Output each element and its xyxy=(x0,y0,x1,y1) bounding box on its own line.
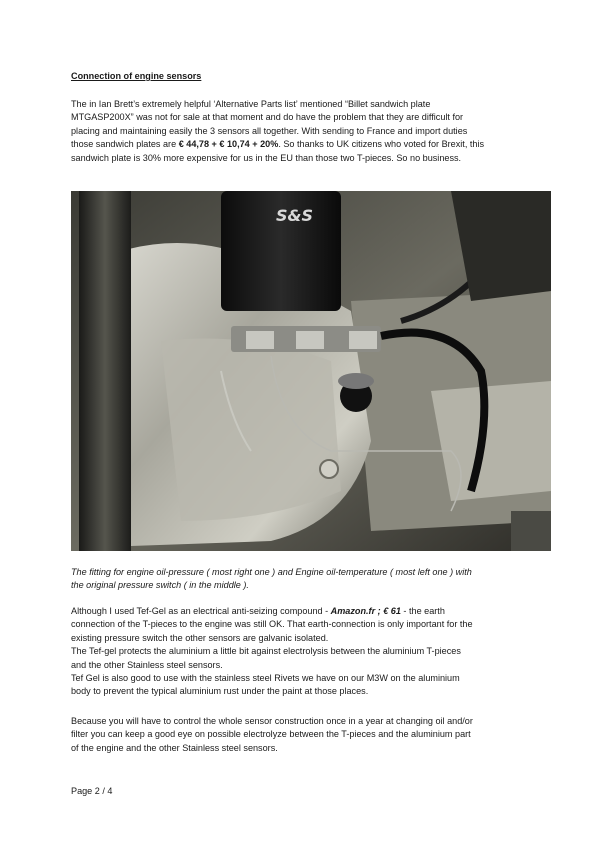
maintenance-paragraph xyxy=(71,715,531,755)
paragraph-line: existing pressure switch the other sensors are galvanic isolated. xyxy=(71,632,329,643)
paragraph-line: Tef Gel is also good to use with the stainless steel Rivets we have on our M3W on the aluminium xyxy=(71,673,460,684)
price-text: ; € 61 xyxy=(375,606,401,616)
caption-line: The fitting for engine oil-pressure ( most right one ) and Engine oil-temperature ( most left one ) with xyxy=(71,567,472,577)
photo-caption xyxy=(71,566,531,593)
paragraph-line xyxy=(71,605,531,618)
paragraph-line xyxy=(71,138,531,151)
price-suffix: . So thanks to UK citizens who voted for Brexit, this xyxy=(278,139,485,150)
line-prefix: Although I used Tef-Gel as an electrical anti-seizing compound - xyxy=(71,606,331,616)
paragraph-line: sandwich plate is 30% more expensive for us in the EU than those two T-pieces. So no business. xyxy=(71,152,462,163)
paragraph-line: connection of the T-pieces to the engine was still OK. That earth-connection is only important for the xyxy=(71,619,473,630)
tef-gel-paragraph xyxy=(71,605,531,699)
price-total: € 44,78 + € 10,74 + 20% xyxy=(178,139,279,150)
price-prefix: those sandwich plates are xyxy=(71,139,179,150)
engine-sensor-photo xyxy=(71,191,551,551)
paragraph-line: filter you can keep a good eye on possible electrolyze between the T-pieces and the aluminium part xyxy=(71,729,471,740)
photo-illustration xyxy=(71,191,551,551)
intro-paragraph xyxy=(71,98,531,165)
paragraph-line: body to prevent the typical aluminium rust under the paint at those places. xyxy=(71,686,369,697)
paragraph-line: placing and maintaining easily the 3 sensors all together. With sending to France and import duties xyxy=(71,125,468,136)
paragraph-line: Because you will have to control the whole sensor construction once in a year at changing oil and/or xyxy=(71,716,473,726)
line-suffix: - the earth xyxy=(400,606,445,616)
section-heading: Connection of engine sensors xyxy=(71,71,202,81)
paragraph-line: and the other Stainless steel sensors. xyxy=(71,659,223,670)
amazon-link[interactable]: Amazon.fr xyxy=(330,606,376,616)
paragraph-line: The Tef-gel protects the aluminium a little bit against electrolysis between the aluminium T-pieces xyxy=(71,646,461,657)
page-number: Page 2 / 4 xyxy=(71,786,113,796)
caption-line: the original pressure switch ( in the middle ). xyxy=(71,580,249,591)
paragraph-line: MTGASP200X” was not for sale at that moment and do have the problem that they are difficult for xyxy=(71,112,464,123)
paragraph-line: of the engine and the other Stainless steel sensors. xyxy=(71,742,278,753)
paragraph-line: The in Ian Brett’s extremely helpful ‘Alternative Parts list’ mentioned “Billet sandwich plate xyxy=(71,99,431,109)
filter-logo: S&S xyxy=(276,206,313,225)
